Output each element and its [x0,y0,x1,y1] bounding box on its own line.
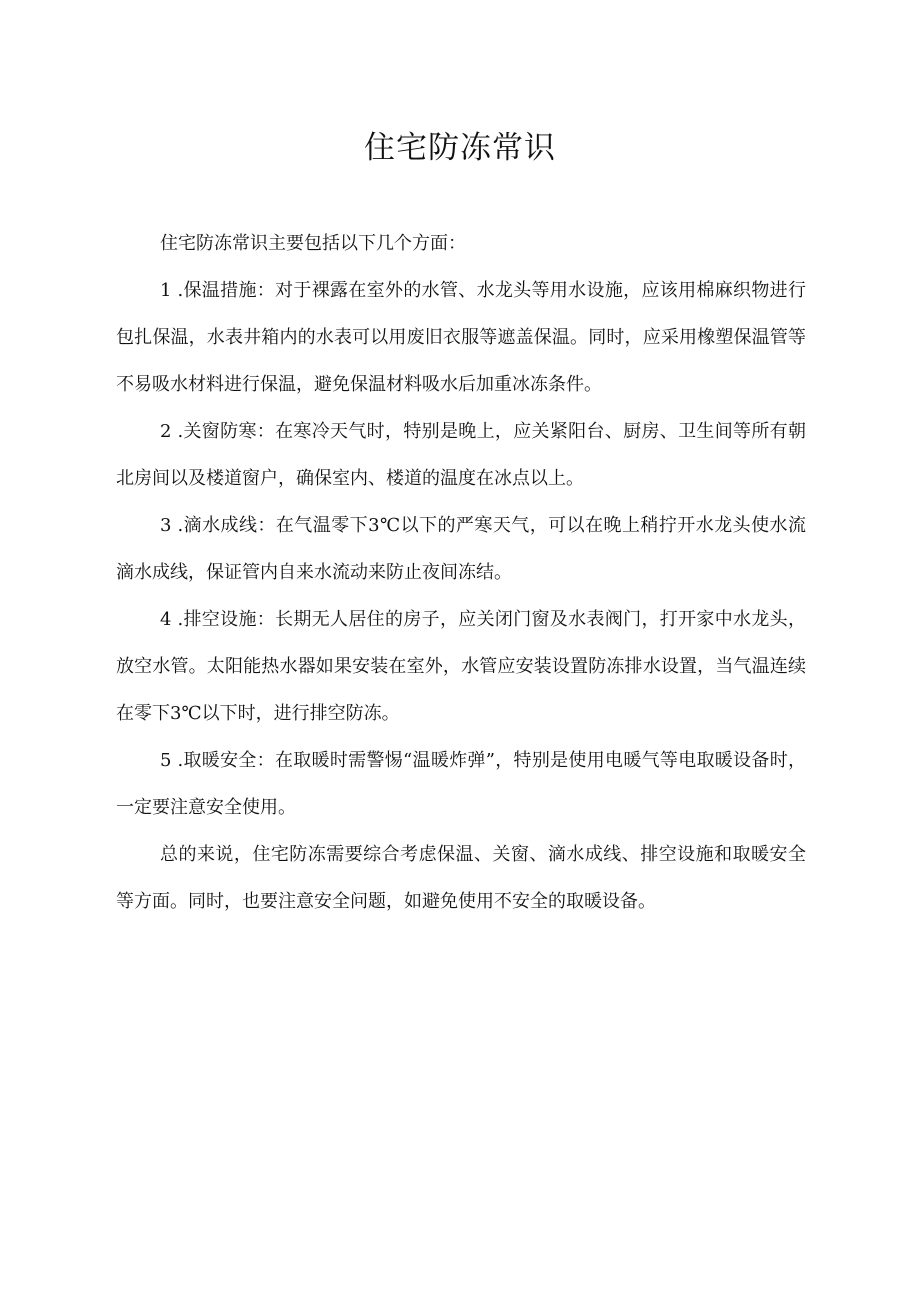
list-item [116,502,806,596]
document-title: 住宅防冻常识 [364,130,556,166]
item-text: .取暖安全：在取暖时需警惕“温暖炸弹”，特别是使用电暖气等电取暖设备时，一定要注意安全使用。 [116,750,806,818]
item-text: .关窗防寒：在寒冷天气时，特别是晚上，应关紧阳台、厨房、卫生间等所有朝北房间以及楼道窗户，确保室内、楼道的温度在冰点以上。 [116,421,806,489]
item-number: 3 [160,515,172,536]
item-number: 4 [160,609,172,630]
item-text: .保温措施：对于裸露在室外的水管、水龙头等用水设施，应该用棉麻织物进行包扎保温，水表井箱内的水表可以用废旧衣服等遮盖保温。同时，应采用橡塑保温管等不易吸水材料进行保温，避免保温材料吸水后加重冰冻条件。 [116,280,806,395]
list-item [116,737,806,831]
item-number: 5 [160,750,172,771]
document-body [116,220,806,925]
list-item [116,408,806,502]
list-item [116,596,806,737]
list-item [116,267,806,408]
intro-paragraph: 住宅防冻常识主要包括以下几个方面： [160,233,466,254]
item-number: 1 [160,280,172,301]
item-number: 2 [160,421,172,442]
item-text: .排空设施：长期无人居住的房子，应关闭门窗及水表阀门，打开家中水龙头，放空水管。太阳能热水器如果安装在室外，水管应安装设置防冻排水设置，当气温连续在零下3℃以下时，进行排空防冻。 [116,609,806,724]
item-text: .滴水成线：在气温零下3℃以下的严寒天气，可以在晚上稍拧开水龙头使水流滴水成线，保证管内自来水流动来防止夜间冻结。 [116,515,806,583]
conclusion-paragraph: 总的来说，住宅防冻需要综合考虑保温、关窗、滴水成线、排空设施和取暖安全等方面。同时，也要注意安全问题，如避免使用不安全的取暖设备。 [116,844,806,912]
